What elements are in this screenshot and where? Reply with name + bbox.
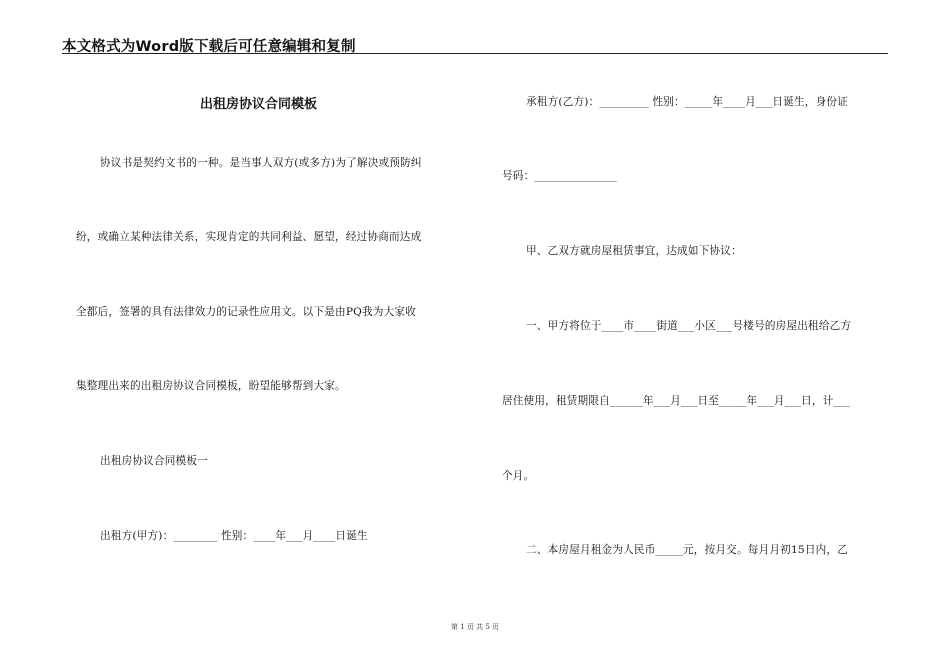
paragraph-line: 一、甲方将位于____市____街道___小区___号楼号的房屋出租给乙方 (526, 320, 852, 332)
paragraph-line: 个月。 (502, 470, 535, 482)
page-number: 第 1 页 共 5 页 (450, 623, 500, 631)
header-title: 本文格式为Word版下载后可任意编辑和复制 (62, 39, 356, 55)
header-divider (62, 53, 888, 54)
paragraph-line: 甲、乙双方就房屋租赁事宜，达成如下协议： (526, 245, 742, 257)
paragraph-line: 全都后，签署的具有法律效力的记录性应用文。以下是由PQ我为大家收 (76, 306, 417, 318)
paragraph-line: 居住使用，租赁期限自______年___月___日至_____年___月___日，计___ (502, 395, 850, 407)
paragraph-line: 集整理出来的出租房协议合同模板，盼望能够帮到大家。 (76, 380, 346, 392)
document-title: 出租房协议合同模板 (200, 97, 318, 112)
section-heading: 出租房协议合同模板一 (100, 455, 208, 467)
paragraph-line: 号码：_______________ (502, 170, 617, 182)
paragraph-line: 纷，或确立某种法律关系，实现肯定的共同利益、愿望，经过协商而达成 (76, 231, 422, 243)
paragraph-line: 承租方(乙方)：_________ 性别：_____年____月___日诞生，身份证 (526, 96, 848, 108)
paragraph-line: 二、本房屋月租金为人民币_____元，按月交。每月月初15日内，乙 (526, 544, 848, 556)
paragraph-line: 出租方(甲方)：________ 性别：____年___月____日诞生 (100, 530, 368, 542)
paragraph-line: 协议书是契约文书的一种。是当事人双方(或多方)为了解决或预防纠 (100, 157, 422, 169)
